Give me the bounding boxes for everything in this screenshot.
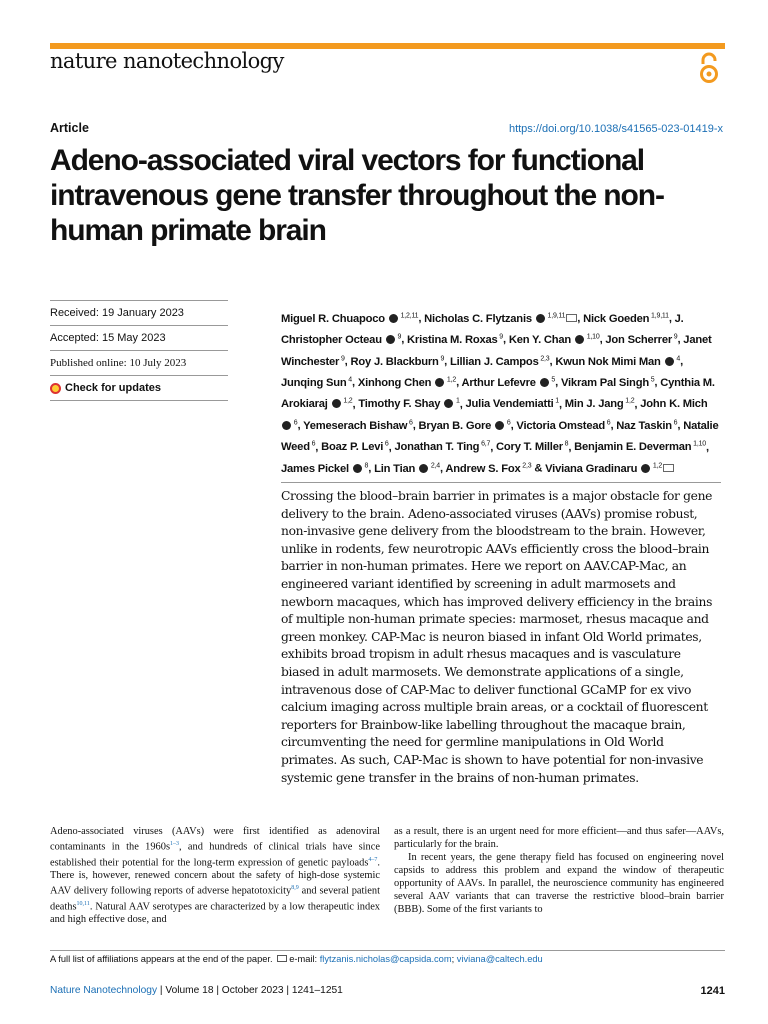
affiliation-sup: 9 — [339, 354, 345, 362]
author-name[interactable]: Bryan B. Gore — [418, 419, 492, 432]
affiliation-sup: 6 — [407, 419, 413, 427]
affiliation-note: A full list of affiliations appears at the end of the paper. — [50, 954, 273, 964]
published-date: Published online: 10 July 2023 — [50, 351, 228, 376]
publication-dates — [50, 300, 228, 401]
body-text: . There is, however, renewed concern about the safety of high-dose systemic AAV delivery following reports of adverse hepatotoxicity — [50, 857, 380, 897]
author-name[interactable]: Vikram Pal Singh — [560, 377, 649, 390]
author-name[interactable]: Cynthia M. Arokiaraj — [281, 377, 715, 411]
orcid-icon[interactable] — [444, 399, 453, 408]
author-name[interactable]: Viviana Gradinaru — [545, 462, 638, 475]
author-entry — [574, 441, 706, 453]
affiliation-sup: 5 — [549, 376, 556, 384]
author-name[interactable]: Victoria Omstead — [516, 419, 606, 432]
author-entry — [450, 356, 550, 368]
email-separator: ; — [451, 954, 455, 964]
author-name[interactable]: Nicholas C. Flytzanis — [424, 312, 532, 325]
affiliation-footnote — [50, 950, 725, 964]
affiliation-sup: 9 — [438, 354, 445, 362]
author-entry — [351, 356, 445, 368]
author-name[interactable]: Jonathan T. Ting — [394, 441, 480, 454]
author-entry — [561, 377, 654, 389]
affiliation-sup: 9 — [672, 333, 678, 341]
check-updates-icon — [50, 383, 61, 394]
author-entry — [321, 441, 389, 453]
orcid-icon[interactable] — [353, 464, 362, 473]
affiliation-sup: 8 — [562, 440, 569, 448]
affiliation-sup: 1,2,11 — [398, 312, 419, 319]
affiliation-sup: 1,2 — [651, 462, 663, 470]
affiliation-sup: 1,9,11 — [545, 312, 566, 319]
affiliation-sup: 6,7 — [479, 440, 491, 448]
author-entry — [583, 313, 669, 325]
email-label: e-mail: — [289, 954, 318, 964]
email-link-gradinaru[interactable]: viviana@caltech.edu — [456, 954, 543, 964]
body-column-2 — [394, 825, 724, 916]
author-entry — [358, 398, 459, 410]
orcid-icon[interactable] — [495, 421, 504, 430]
author-name[interactable]: Andrew S. Fox — [445, 462, 521, 475]
author-entry — [419, 420, 511, 432]
author-entry — [303, 420, 413, 432]
author-entry — [374, 463, 440, 475]
body-paragraph: as a result, there is an urgent need for more efficient—and thus safer—AAVs, particularly for the brain. — [394, 826, 724, 851]
author-entry — [545, 463, 674, 475]
affiliation-sup: 1,10 — [584, 333, 600, 341]
body-text: and several patient deaths — [50, 885, 380, 913]
author-name[interactable]: Timothy F. Shay — [358, 398, 441, 411]
citation-ref[interactable]: 1–3 — [170, 841, 179, 848]
affiliation-sup: 9 — [497, 333, 503, 341]
affiliation-sup: 8 — [362, 462, 369, 470]
affiliation-sup: 4 — [346, 376, 352, 384]
author-entry — [496, 441, 568, 453]
affiliation-sup: 2,4 — [429, 462, 440, 470]
affiliation-sup: 6 — [383, 440, 389, 448]
author-entry — [281, 377, 352, 389]
affiliation-sup: 9 — [395, 333, 402, 341]
affiliation-sup: 1,9,11 — [649, 312, 669, 319]
author-name[interactable]: Ken Y. Chan — [508, 334, 572, 347]
body-text: Adeno-associated viruses (AAVs) were first identified as adenoviral contaminants in the 1960s — [50, 826, 380, 853]
body-paragraph: In recent years, the gene therapy field has focused on engineering novel capsids to address this problem and expand the window of therapeutic opportunity of AAVs. In parallel, the neuroscience community has engineered several AAV variants that can traverse the restrictive blood–brain barrier (BBB). Some of the first variants to — [394, 852, 724, 916]
orcid-icon[interactable] — [386, 335, 395, 344]
orcid-icon[interactable] — [332, 399, 341, 408]
affiliation-sup: 1 — [454, 397, 460, 405]
orcid-icon[interactable] — [665, 357, 674, 366]
author-name[interactable]: Kwun Nok Mimi Man — [555, 355, 661, 368]
author-name[interactable]: Lin Tian — [374, 462, 416, 475]
author-name[interactable]: Kristina M. Roxas — [407, 334, 498, 347]
author-name[interactable]: Roy J. Blackburn — [350, 355, 439, 368]
author-name[interactable]: Naz Taskin — [616, 419, 672, 432]
accepted-date: Accepted: 15 May 2023 — [50, 326, 228, 351]
abstract: Crossing the blood–brain barrier in primates is a major obstacle for gene delivery to the brain. Adeno-associated viruses (AAVs) promise robust, non-invasive gene delivery from the bloodstream to the brain. However, unlike in rodents, few neurotropic AAVs efficiently cross the blood–brain barrier in non-human primates. Here we report on AAV.CAP-Mac, an engineered variant identified by screening in adult marmosets and newborn macaques, which has improved delivery efficiency in the brains of multiple non-human primate species: marmoset, rhesus macaque and green monkey. CAP-Mac is neuron biased in infant Old World primates, exhibits broad tropism in adult rhesus macaques and is vasculature biased in adult marmosets. We demonstrate applications of a single, intravenous dose of CAP-Mac to deliver functional GCaMP for ex vivo calcium imaging across multiple brain areas, or a cocktail of fluorescent reporters for Brainbow-like labelling throughout the macaque brain, circumventing the need for germline manipulations in Old World primates. As such, CAP-Mac is shown to have potential for non-invasive systemic gene transfer in the brains of non-human primates. — [281, 489, 713, 785]
author-name[interactable]: Yemeserach Bishaw — [303, 419, 408, 432]
author-name[interactable]: Benjamin E. Deverman — [574, 441, 692, 454]
author-name[interactable]: Xinhong Chen — [357, 377, 432, 390]
author-entry — [555, 356, 680, 368]
footer-journal-link[interactable]: Nature Nanotechnology — [50, 985, 158, 996]
author-name[interactable]: Boaz P. Levi — [321, 441, 384, 454]
author-entry — [461, 377, 555, 389]
author-name[interactable]: Junqing Sun — [281, 377, 347, 390]
author-name[interactable]: Cory T. Miller — [496, 441, 563, 454]
author-name[interactable]: Natalie Weed — [281, 419, 719, 454]
affiliation-sup: 4 — [674, 354, 681, 362]
affiliation-sup: 1,2 — [341, 397, 353, 405]
author-entry — [358, 377, 456, 389]
affiliation-sup: 1,2 — [445, 376, 457, 384]
body-text: , and hundreds of clinical trials have since established their potential for the long-term expression of genetic payloads — [50, 841, 380, 869]
affiliation-sup: 1,10 — [691, 440, 706, 448]
abstract-divider — [281, 482, 721, 483]
orcid-icon[interactable] — [641, 464, 650, 473]
author-entry — [565, 398, 635, 410]
affiliation-sup: 6 — [671, 419, 678, 427]
author-entry — [516, 420, 610, 432]
author-entry — [466, 398, 559, 410]
page-footer — [50, 985, 725, 996]
author-name[interactable]: Arthur Lefevre — [461, 377, 536, 390]
author-name[interactable]: Miguel R. Chuapoco — [281, 312, 385, 325]
affiliation-sup: 5 — [648, 376, 655, 384]
author-name[interactable]: Janet Winchester — [281, 334, 712, 368]
author-entry — [424, 313, 577, 325]
article-type: Article — [50, 121, 89, 135]
citation-ref[interactable]: 10,11 — [76, 900, 90, 907]
author-entry — [605, 334, 677, 346]
affiliation-sup: 1 — [553, 397, 559, 405]
affiliation-sup: 1,2 — [623, 397, 635, 405]
affiliation-sup: 6 — [605, 419, 611, 427]
author-name[interactable]: Julia Vendemiatti — [465, 398, 554, 411]
author-name[interactable]: Lillian J. Campos — [449, 355, 539, 368]
orcid-icon[interactable] — [419, 464, 428, 473]
email-icon[interactable] — [566, 314, 577, 322]
doi-link[interactable]: https://doi.org/10.1038/s41565-023-01419-x — [508, 123, 723, 135]
affiliation-sup: 2,3 — [538, 354, 550, 362]
email-link-flytzanis[interactable]: flytzanis.nicholas@capsida.com — [319, 954, 452, 964]
orcid-icon[interactable] — [575, 335, 584, 344]
check-updates-button[interactable] — [50, 376, 228, 401]
affiliation-sup: 6 — [505, 419, 511, 427]
author-list: Miguel R. Chuapoco $^{1,2,11}$, Nicholas C. Flytzanis $^{1,9,11}$ , Nick Goeden $^{1,9,11}$, J. Christopher Octeau $^9$, Kristina M. Roxas $^9$, Ken Y. Chan $^{1,10}$, Jon Scherrer $^9$, Janet Winchester $^9$, Roy J. Blackburn $^9$, Lillian J. Campos $^{2,3}$, Kwun Nok Mimi Man $^4$, Junqing Sun $^4$, Xinhong Chen $^{1,2}$, Arthur Lefevre $^5$, Vikram Pal Singh $^5$, Cynthia M. Arokiaraj $^{1,2}$, Timothy F. Shay $^1$, Julia Vendemiatti $^1$, Min J. Jang $^{1,2}$, John K. Mich $^6$, Yemeserach Bishaw $^6$, Bryan B. Gore $^6$, Victoria Omstead $^6$, Naz Taskin $^6$, Natalie Weed $^6$, Boaz P. Levi $^6$, Jonathan T. Ting $^{6,7}$, Cory T. Miller $^8$, Benjamin E. Deverman $^{1,10}$, James Pickel $^8$, Lin Tian $^{2,4}$, Andrew S. Fox $^{2,3}$ & Viviana Gradinaru $^{1,2}$ — [281, 312, 719, 475]
author-entry — [509, 334, 600, 346]
check-updates-label: Check for updates — [65, 381, 161, 394]
affiliation-sup: 6 — [292, 419, 298, 427]
affiliation-sup: 2,3 — [520, 462, 532, 470]
author-name[interactable]: James Pickel — [281, 462, 349, 475]
citation-ref[interactable]: 4–7 — [368, 856, 378, 863]
author-name[interactable]: Jon Scherrer — [605, 334, 673, 347]
author-entry — [445, 463, 531, 475]
author-name[interactable]: Nick Goeden — [583, 312, 650, 325]
affiliation-sup: 6 — [309, 440, 316, 448]
orcid-icon[interactable] — [435, 378, 444, 387]
author-name[interactable]: Min J. Jang — [564, 398, 624, 411]
article-title: Adeno-associated viral vectors for functional intravenous gene transfer throughout the non-human primate brain — [50, 144, 664, 247]
author-entry — [281, 313, 418, 325]
author-entry — [394, 441, 490, 453]
orcid-icon[interactable] — [389, 314, 398, 323]
author-name[interactable]: John K. Mich — [640, 398, 708, 411]
open-access-icon[interactable] — [698, 52, 720, 84]
body-column-1 — [50, 825, 380, 926]
page-number: 1241 — [700, 985, 725, 997]
orcid-icon[interactable] — [536, 314, 545, 323]
envelope-icon — [277, 955, 287, 962]
citation-ref[interactable]: 8,9 — [291, 885, 299, 892]
orcid-icon[interactable] — [282, 421, 291, 430]
author-entry — [407, 334, 503, 346]
orcid-icon[interactable] — [540, 378, 549, 387]
body-text: . Natural AAV serotypes are characterized by a low therapeutic index and high effective dose, and — [50, 901, 380, 926]
email-icon[interactable] — [663, 464, 674, 472]
footer-details: | Volume 18 | October 2023 | 1241–1251 — [157, 985, 343, 996]
author-name[interactable]: J. Christopher Octeau — [281, 312, 684, 347]
author-entry — [616, 420, 677, 432]
received-date: Received: 19 January 2023 — [50, 301, 228, 326]
author-entry — [281, 463, 368, 475]
journal-name: nature nanotechnology — [50, 49, 284, 73]
